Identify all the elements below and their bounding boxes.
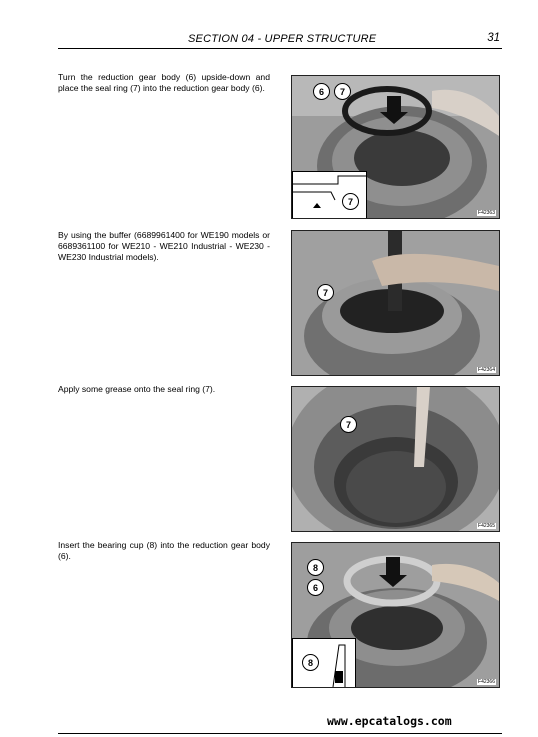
callout-8-inset: 8 (302, 654, 319, 671)
step-3-photo (291, 386, 500, 532)
page-header (58, 32, 502, 49)
footer-watermark: www.epcatalogs.com (327, 714, 452, 728)
callout-7: 7 (334, 83, 351, 100)
callout-7: 7 (317, 284, 334, 301)
figure-id: F42364 (478, 367, 495, 373)
step-1-text: Turn the reduction gear body (6) upside-down and place the seal ring (7) into the reduction gear body (6). (58, 72, 270, 93)
step-4-text: Insert the bearing cup (8) into the reduction gear body (6). (58, 540, 270, 561)
step-1-photo (291, 75, 500, 219)
callout-6: 6 (313, 83, 330, 100)
callout-7-inset: 7 (342, 193, 359, 210)
step-3-text: Apply some grease onto the seal ring (7). (58, 384, 216, 394)
step-2-photo (291, 230, 500, 376)
figure-id: F42366 (478, 679, 495, 685)
page-number: 31 (487, 32, 500, 44)
footer-divider (58, 733, 502, 734)
figure-id: F42365 (478, 523, 495, 529)
callout-6: 6 (307, 579, 324, 596)
section-title: SECTION 04 - UPPER STRUCTURE (188, 33, 377, 45)
callout-8: 8 (307, 559, 324, 576)
step-2-text: By using the buffer (6689961400 for WE190 models or 6689361100 for WE210 - WE210 Industrial - WE230 - WE230 Industrial models). (58, 230, 270, 262)
step-4-photo (291, 542, 500, 688)
callout-7: 7 (340, 416, 357, 433)
figure-id: F42363 (478, 210, 495, 216)
